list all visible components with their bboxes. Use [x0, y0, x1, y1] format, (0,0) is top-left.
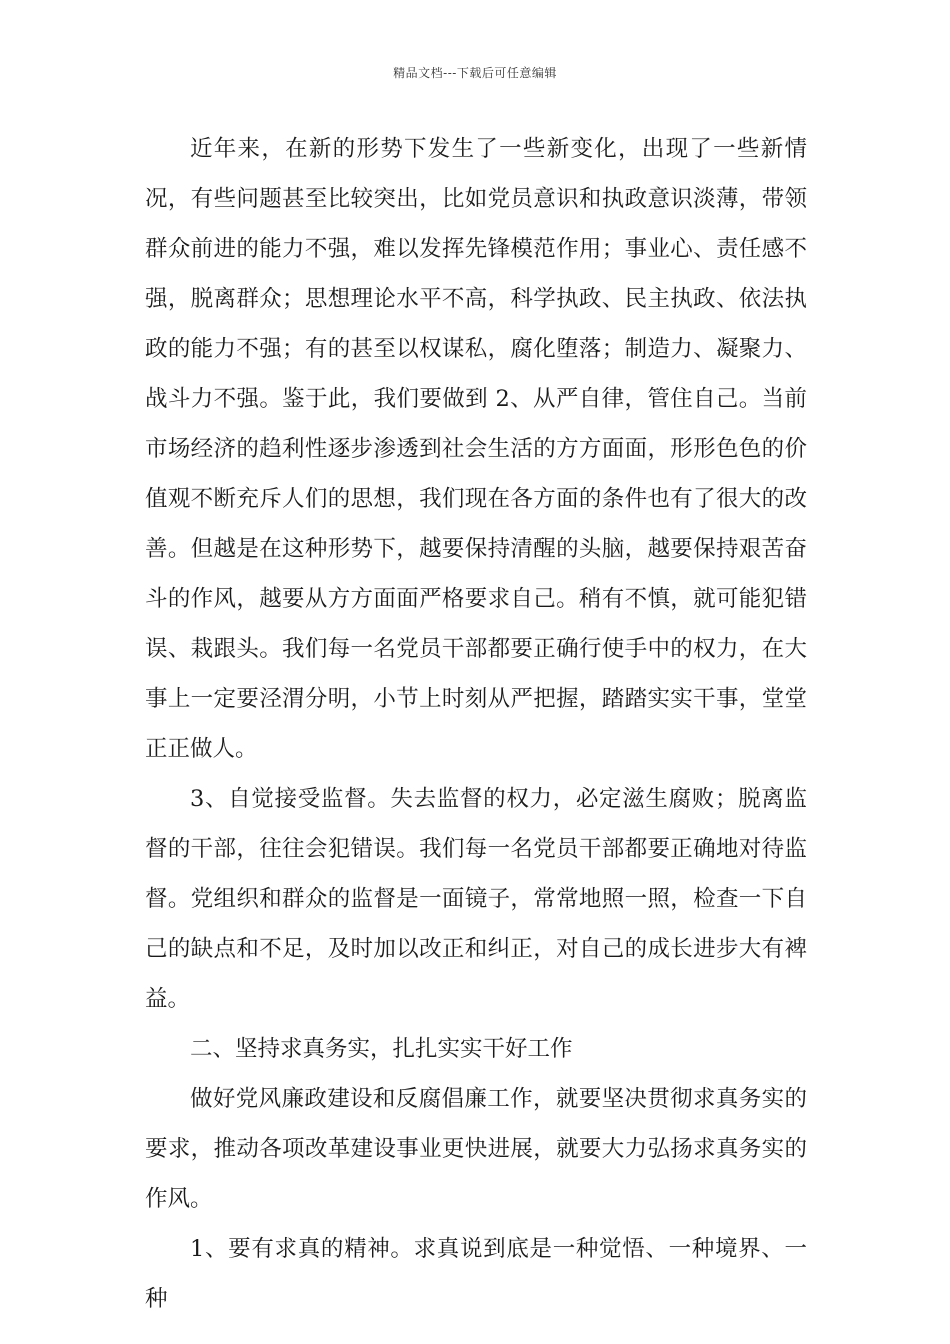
paragraph-supervision: 3、自觉接受监督。失去监督的权力，必定滋生腐败；脱离监督的干部，往往会犯错误。我们每一名党员干部都要正确地对待监督。党组织和群众的监督是一面镜子，常常地照一照，检查一下自己的缺点和不足，及时加以改正和纠正，对自己的成长进步大有裨益。 — [145, 786, 807, 1012]
document-body — [145, 124, 807, 1324]
page-header: 精品文档---下载后可任意编辑 — [393, 66, 557, 80]
paragraph-truth-spirit: 1、要有求真的精神。求真说到底是一种觉悟、一种境界、一种 — [145, 1236, 807, 1312]
section-heading: 二、坚持求真务实，扎扎实实干好工作 — [190, 1036, 573, 1062]
paragraph-pragmatism: 做好党风廉政建设和反腐倡廉工作，就要坚决贯彻求真务实的要求，推动各项改革建设事业更快进展，就要大力弘扬求真务实的作风。 — [145, 1086, 807, 1212]
paragraph-discipline: 近年来，在新的形势下发生了一些新变化，出现了一些新情况，有些问题甚至比较突出，比如党员意识和执政意识淡薄，带领群众前进的能力不强，难以发挥先锋模范作用；事业心、责任感不强，脱离群众；思想理论水平不高，科学执政、民主执政、依法执政的能力不强；有的甚至以权谋私，腐化堕落；制造力、凝聚力、战斗力不强。鉴于此，我们要做到 2、从严自律，管住自己。当前市场经济的趋利性逐步渗透到社会生活的方方面面，形形色色的价值观不断充斥人们的思想，我们现在各方面的条件也有了很大的改善。但越是在这种形势下，越要保持清醒的头脑，越要保持艰苦奋斗的作风，越要从方方面面严格要求自己。稍有不慎，就可能犯错误、栽跟头。我们每一名党员干部都要正确行使手中的权力，在大事上一定要泾渭分明，小节上时刻从严把握，踏踏实实干事，堂堂正正做人。 — [145, 136, 807, 762]
